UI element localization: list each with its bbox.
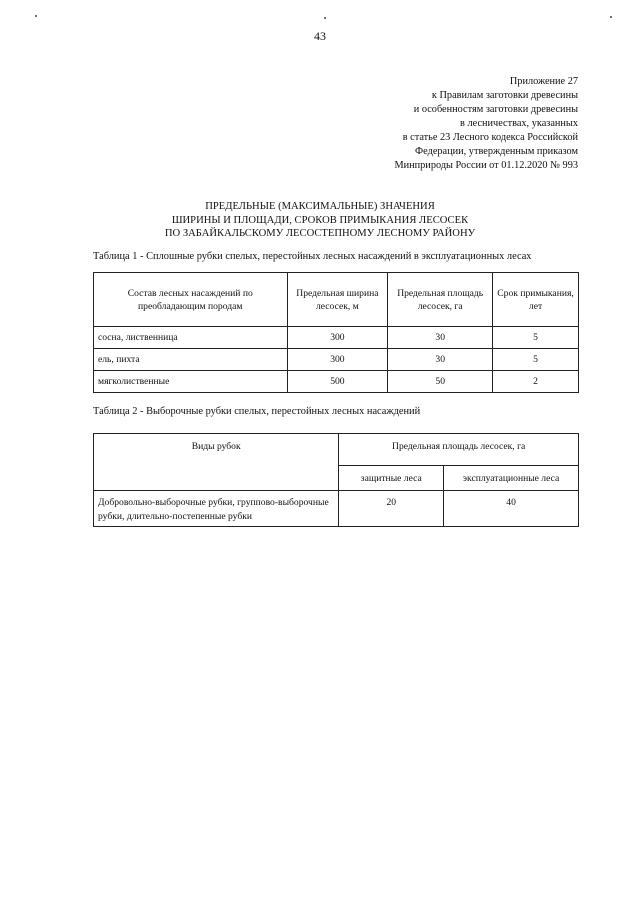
table1-header-cell: Срок примыкания, лет bbox=[493, 273, 579, 327]
table2-header-cell: Предельная площадь лесосек, га bbox=[339, 434, 579, 466]
table-cell: 500 bbox=[287, 371, 388, 393]
table1-header-cell: Состав лесных насаждений по преобладающим породам bbox=[94, 273, 288, 327]
appendix-line: Федерации, утвержденным приказом bbox=[415, 146, 578, 157]
table2-subheader-cell: защитные леса bbox=[339, 466, 444, 491]
table-cell: 5 bbox=[493, 349, 579, 371]
table2-subheader-cell: эксплуатационные леса bbox=[444, 466, 579, 491]
appendix-line: в лесничествах, указанных bbox=[460, 118, 578, 129]
table-cell: сосна, лиственница bbox=[94, 327, 288, 349]
table-cell: 30 bbox=[388, 327, 493, 349]
appendix-line: к Правилам заготовки древесины bbox=[431, 90, 578, 101]
table-cell: 300 bbox=[287, 327, 388, 349]
table-cell: Добровольно-выборочные рубки, группово-выборочные рубки, длительно-постепенные рубки bbox=[94, 491, 339, 527]
table-row bbox=[94, 491, 579, 527]
table-cell: 30 bbox=[388, 349, 493, 371]
appendix-line: и особенностям заготовки древесины bbox=[413, 104, 578, 115]
table1-caption: Таблица 1 - Сплошные рубки спелых, перестойных лесных насаждений в эксплуатационных лесах bbox=[93, 251, 532, 262]
table2 bbox=[93, 433, 579, 527]
scan-speck bbox=[324, 17, 326, 19]
appendix-line: в статье 23 Лесного кодекса Российской bbox=[402, 132, 578, 143]
table2-header-row bbox=[94, 434, 579, 466]
table2-header-cell: Виды рубок bbox=[94, 434, 339, 491]
table-cell: ель, пихта bbox=[94, 349, 288, 371]
table-cell: мягколиственные bbox=[94, 371, 288, 393]
table-cell: 5 bbox=[493, 327, 579, 349]
title-line: ПРЕДЕЛЬНЫЕ (МАКСИМАЛЬНЫЕ) ЗНАЧЕНИЯ bbox=[205, 201, 435, 212]
table1-header-cell: Предельная ширина лесосек, м bbox=[287, 273, 388, 327]
appendix-line: Приложение 27 bbox=[509, 76, 578, 87]
table-row bbox=[94, 371, 579, 393]
table-cell: 20 bbox=[339, 491, 444, 527]
appendix-note bbox=[394, 75, 578, 173]
table1 bbox=[93, 272, 579, 393]
table-cell: 300 bbox=[287, 349, 388, 371]
table1-header-cell: Предельная площадь лесосек, га bbox=[388, 273, 493, 327]
table-row bbox=[94, 327, 579, 349]
scan-speck bbox=[610, 16, 612, 18]
table-cell: 2 bbox=[493, 371, 579, 393]
title-line: ПО ЗАБАЙКАЛЬСКОМУ ЛЕСОСТЕПНОМУ ЛЕСНОМУ РАЙОНУ bbox=[164, 228, 476, 239]
table-cell: 50 bbox=[388, 371, 493, 393]
title-line: ШИРИНЫ И ПЛОЩАДИ, СРОКОВ ПРИМЫКАНИЯ ЛЕСОСЕК bbox=[171, 214, 469, 226]
document-title bbox=[0, 200, 640, 241]
table2-caption: Таблица 2 - Выборочные рубки спелых, перестойных лесных насаждений bbox=[93, 406, 421, 417]
appendix-line: Минприроды России от 01.12.2020 № 993 bbox=[394, 160, 578, 171]
table-cell: 40 bbox=[444, 491, 579, 527]
scan-speck bbox=[35, 15, 37, 17]
table1-header-row bbox=[94, 273, 579, 327]
page-number: 43 bbox=[314, 29, 326, 43]
table-row bbox=[94, 349, 579, 371]
